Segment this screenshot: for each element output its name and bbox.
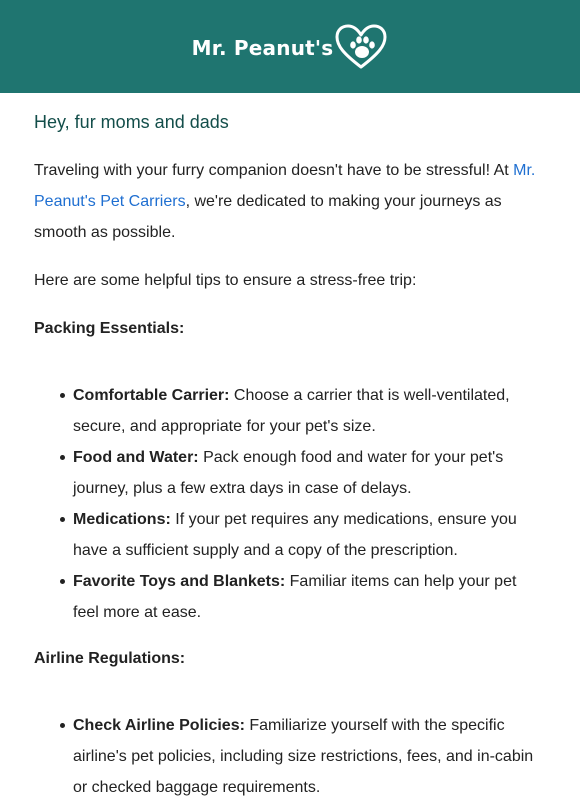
heart-paw-icon [334, 23, 388, 71]
list-item-title: Comfortable Carrier: [73, 387, 230, 404]
intro-text-start: Traveling with your furry companion doesn't have to be stressful! At [34, 162, 514, 179]
list-item-text: Pack enough food and water for your pet's journey, plus a few extra days in case of delays. [73, 449, 504, 497]
email-header [0, 0, 580, 93]
list-item-title: Food and Water: [73, 449, 199, 466]
brand-name: Mr. Peanut's [191, 35, 334, 60]
list-item [73, 566, 546, 628]
intro-paragraph [34, 155, 546, 248]
greeting-heading: Hey, fur moms and dads [34, 112, 229, 132]
airline-list [34, 710, 546, 803]
intro-text-end: , we're dedicated to making your journeys as smooth as possible. [34, 193, 502, 241]
brand-logo[interactable] [192, 23, 389, 71]
packing-list [34, 380, 546, 628]
tips-lead-paragraph: Here are some helpful tips to ensure a stress-free trip: [34, 272, 417, 289]
list-item-text: If your pet requires any medications, ensure you have a sufficient supply and a copy of the prescription. [73, 511, 517, 559]
list-item-title: Medications: [73, 511, 171, 528]
list-item [73, 442, 546, 504]
section-heading-packing: Packing Essentials: [34, 320, 185, 337]
list-item [73, 710, 546, 803]
list-item-title: Check Airline Policies: [73, 717, 245, 734]
list-item [73, 380, 546, 442]
list-item [73, 504, 546, 566]
email-body [0, 111, 580, 803]
pet-carriers-link[interactable]: Mr. Peanut's Pet Carriers [34, 162, 536, 210]
section-heading-airline: Airline Regulations: [34, 650, 186, 667]
list-item-title: Favorite Toys and Blankets: [73, 573, 286, 590]
list-item-text: Familiarize yourself with the specific airline's pet policies, including size restrictions, fees, and in-cabin or checked baggage requirements. [73, 717, 534, 796]
list-item-text: Familiar items can help your pet feel more at ease. [73, 573, 517, 621]
list-item-text: Choose a carrier that is well-ventilated, secure, and appropriate for your pet's size. [73, 387, 510, 435]
